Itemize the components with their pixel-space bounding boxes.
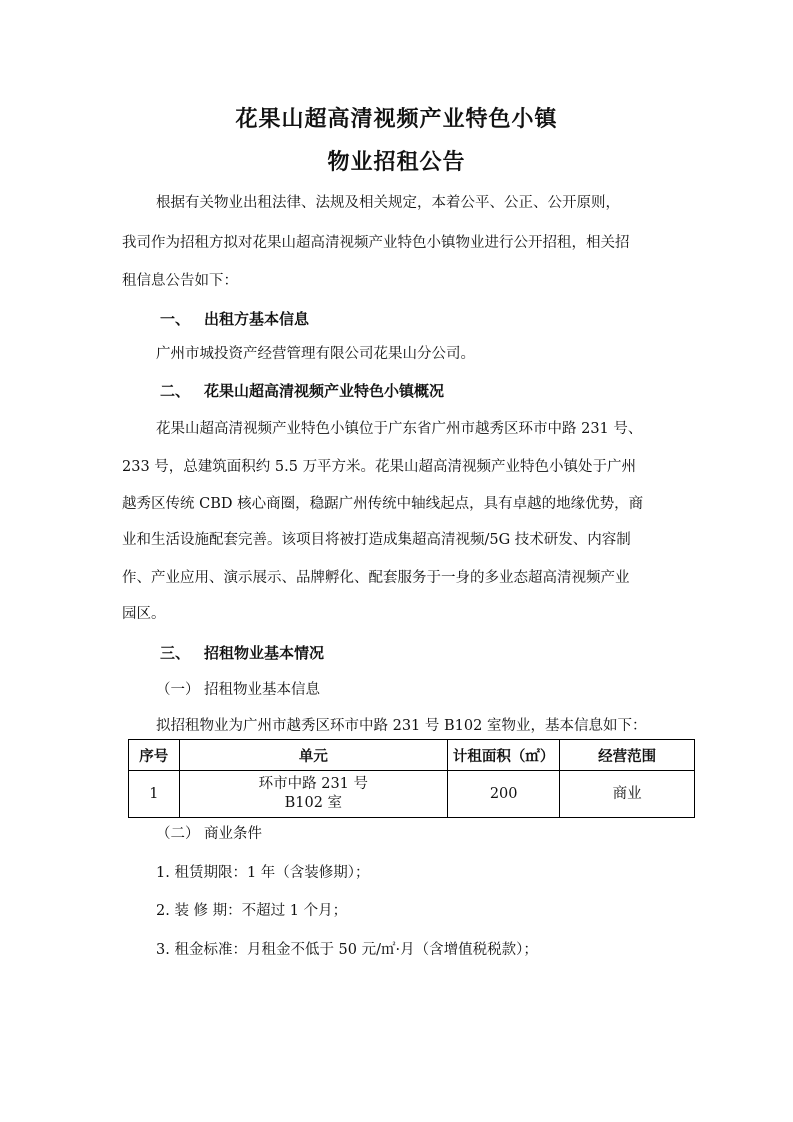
section-2-body-line-4: 业和生活设施配套完善。该项目将被打造成集超高清视频/5G 技术研发、内容制 xyxy=(122,532,631,548)
condition-3: 3. 租金标准：月租金不低于 50 元/㎡·月（含增值税税款）； xyxy=(156,942,538,958)
title-line-1: 花果山超高清视频产业特色小镇 xyxy=(235,107,558,132)
section-3-title: 招租物业基本情况 xyxy=(204,644,325,662)
title-line-2: 物业招租公告 xyxy=(327,150,466,175)
cell-no: 1 xyxy=(129,771,180,818)
section-1-body: 广州市城投资产经营管理有限公司花果山分公司。 xyxy=(156,346,475,362)
section-2-body-line-5: 作、产业应用、演示展示、品牌孵化、配套服务于一身的多业态超高清视频产业 xyxy=(122,570,630,586)
table-header-row xyxy=(129,740,695,771)
section-3-number: 三、 xyxy=(160,644,191,662)
section-2-body-line-6: 园区。 xyxy=(122,606,166,622)
intro-line-1: 根据有关物业出租法律、法规及相关规定，本着公平、公正、公开原则， xyxy=(156,195,620,211)
table-row xyxy=(129,771,695,818)
section-1-heading xyxy=(160,309,309,329)
intro-line-2: 我司作为招租方拟对花果山超高清视频产业特色小镇物业进行公开招租，相关招 xyxy=(122,235,630,251)
subsection-2-title: 商业条件 xyxy=(204,826,262,842)
section-2-heading xyxy=(160,381,444,401)
cell-unit-line-2: B102 室 xyxy=(284,795,343,811)
condition-2: 2. 装 修 期：不超过 1 个月； xyxy=(156,903,348,919)
section-3-heading xyxy=(160,643,324,663)
condition-1: 1. 租赁期限：1 年（含装修期）； xyxy=(156,865,370,881)
section-1-number: 一、 xyxy=(160,310,191,328)
subsection-1-title: 招租物业基本信息 xyxy=(204,682,320,698)
cell-scope: 商业 xyxy=(560,771,695,818)
section-2-body-line-1: 花果山超高清视频产业特色小镇位于广东省广州市越秀区环市中路 231 号、 xyxy=(156,421,643,437)
header-no: 序号 xyxy=(129,740,180,771)
section-1-title: 出租方基本信息 xyxy=(204,310,310,328)
cell-area: 200 xyxy=(448,771,560,818)
subsection-1-heading xyxy=(156,680,320,700)
header-area: 计租面积（㎡） xyxy=(448,740,560,771)
subsection-1-intro: 拟招租物业为广州市越秀区环市中路 231 号 B102 室物业，基本信息如下： xyxy=(156,718,647,734)
cell-unit-line-1: 环市中路 231 号 xyxy=(258,776,369,792)
cell-unit xyxy=(179,771,447,818)
section-2-title: 花果山超高清视频产业特色小镇概况 xyxy=(204,382,445,400)
property-table xyxy=(128,739,695,818)
section-2-body-line-3: 越秀区传统 CBD 核心商圈，稳踞广州传统中轴线起点，具有卓越的地缘优势，商 xyxy=(122,496,644,512)
section-2-number: 二、 xyxy=(160,382,191,400)
header-scope: 经营范围 xyxy=(560,740,695,771)
subsection-2-heading xyxy=(156,824,262,844)
subsection-2-number: （二） xyxy=(156,826,200,842)
intro-line-3: 租信息公告如下： xyxy=(122,273,238,289)
header-unit: 单元 xyxy=(179,740,447,771)
section-2-body-line-2: 233 号，总建筑面积约 5.5 万平方米。花果山超高清视频产业特色小镇处于广州 xyxy=(122,459,637,475)
subsection-1-number: （一） xyxy=(156,682,200,698)
